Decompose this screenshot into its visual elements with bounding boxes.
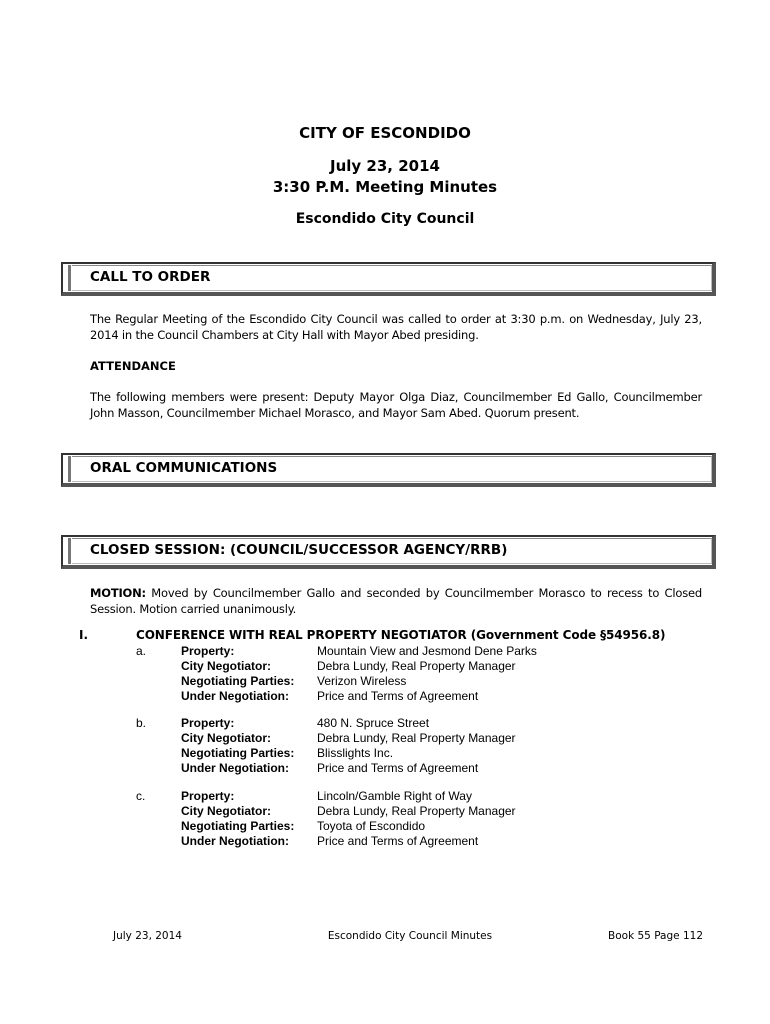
property-value: Mountain View and Jesmond Dene Parks [317, 644, 537, 658]
under-negotiation-label: Under Negotiation: [181, 761, 289, 775]
negotiator-label: City Negotiator: [181, 659, 271, 673]
property-item-letter: c. [136, 789, 146, 803]
parties-row [0, 674, 770, 689]
property-label: Property: [181, 789, 235, 803]
document-date: July 23, 2014 [330, 157, 440, 175]
under-negotiation-label: Under Negotiation: [181, 834, 289, 848]
section-bar-decoration [68, 265, 71, 291]
section-heading: CALL TO ORDER [90, 269, 211, 285]
motion-text: Moved by Councilmember Gallo and seconded by Councilmember Morasco to recess to Closed Session. Motion carried unanimously. [90, 586, 702, 616]
under-negotiation-row [0, 834, 770, 849]
under-negotiation-label: Under Negotiation: [181, 689, 289, 703]
property-item-letter: b. [136, 716, 147, 730]
property-value: Lincoln/Gamble Right of Way [317, 789, 472, 803]
motion-label: MOTION: [90, 586, 146, 600]
footer-title: Escondido City Council Minutes [327, 930, 493, 942]
section-bar-decoration [68, 538, 71, 564]
under-negotiation-value: Price and Terms of Agreement [317, 834, 479, 848]
section-closed-session [61, 535, 716, 569]
document-body-name: Escondido City Council [295, 211, 475, 227]
under-negotiation-value: Price and Terms of Agreement [317, 689, 479, 703]
document-meeting-title: 3:30 P.M. Meeting Minutes [272, 178, 498, 196]
footer-page: Book 55 Page 112 [608, 930, 703, 942]
negotiator-label: City Negotiator: [181, 804, 271, 818]
property-row [0, 789, 770, 804]
section-heading: ORAL COMMUNICATIONS [90, 460, 278, 476]
negotiator-row [0, 731, 770, 746]
property-label: Property: [181, 716, 235, 730]
negotiator-row [0, 804, 770, 819]
document-title-city: CITY OF ESCONDIDO [299, 124, 471, 142]
attendance-heading: ATTENDANCE [90, 359, 176, 373]
attendance-text: The following members were present: Deputy Mayor Olga Diaz, Councilmember Ed Gallo, Councilmember John Masson, Councilmember Michael Morasco, and Mayor Sam Abed. Quorum present. [90, 390, 702, 420]
negotiator-value: Debra Lundy, Real Property Manager [317, 731, 516, 745]
property-item-letter: a. [136, 644, 147, 658]
motion-paragraph [90, 585, 702, 617]
property-row [0, 644, 770, 659]
negotiator-row [0, 659, 770, 674]
parties-value: Blisslights Inc. [317, 746, 394, 760]
item-number: I. [79, 628, 89, 642]
parties-label: Negotiating Parties: [181, 674, 295, 688]
parties-row [0, 819, 770, 834]
call-to-order-text: The Regular Meeting of the Escondido City Council was called to order at 3:30 p.m. on Wednesday, July 23, 2014 in the Council Chambers at City Hall with Mayor Abed presiding. [90, 312, 702, 342]
parties-value: Toyota of Escondido [317, 819, 426, 833]
under-negotiation-row [0, 689, 770, 704]
section-heading: CLOSED SESSION: (COUNCIL/SUCCESSOR AGENCY/RRB) [90, 542, 508, 558]
footer-date: July 23, 2014 [113, 930, 182, 942]
parties-row [0, 746, 770, 761]
negotiator-value: Debra Lundy, Real Property Manager [317, 804, 516, 818]
parties-label: Negotiating Parties: [181, 746, 295, 760]
section-bar-decoration [68, 456, 71, 482]
section-oral-communications [61, 453, 716, 487]
property-row [0, 716, 770, 731]
under-negotiation-value: Price and Terms of Agreement [317, 761, 479, 775]
parties-label: Negotiating Parties: [181, 819, 295, 833]
parties-value: Verizon Wireless [317, 674, 407, 688]
negotiator-value: Debra Lundy, Real Property Manager [317, 659, 516, 673]
property-value: 480 N. Spruce Street [317, 716, 430, 730]
item-heading: CONFERENCE WITH REAL PROPERTY NEGOTIATOR (Government Code §54956.8) [136, 628, 666, 642]
negotiator-label: City Negotiator: [181, 731, 271, 745]
property-label: Property: [181, 644, 235, 658]
section-call-to-order [61, 262, 716, 296]
under-negotiation-row [0, 761, 770, 776]
